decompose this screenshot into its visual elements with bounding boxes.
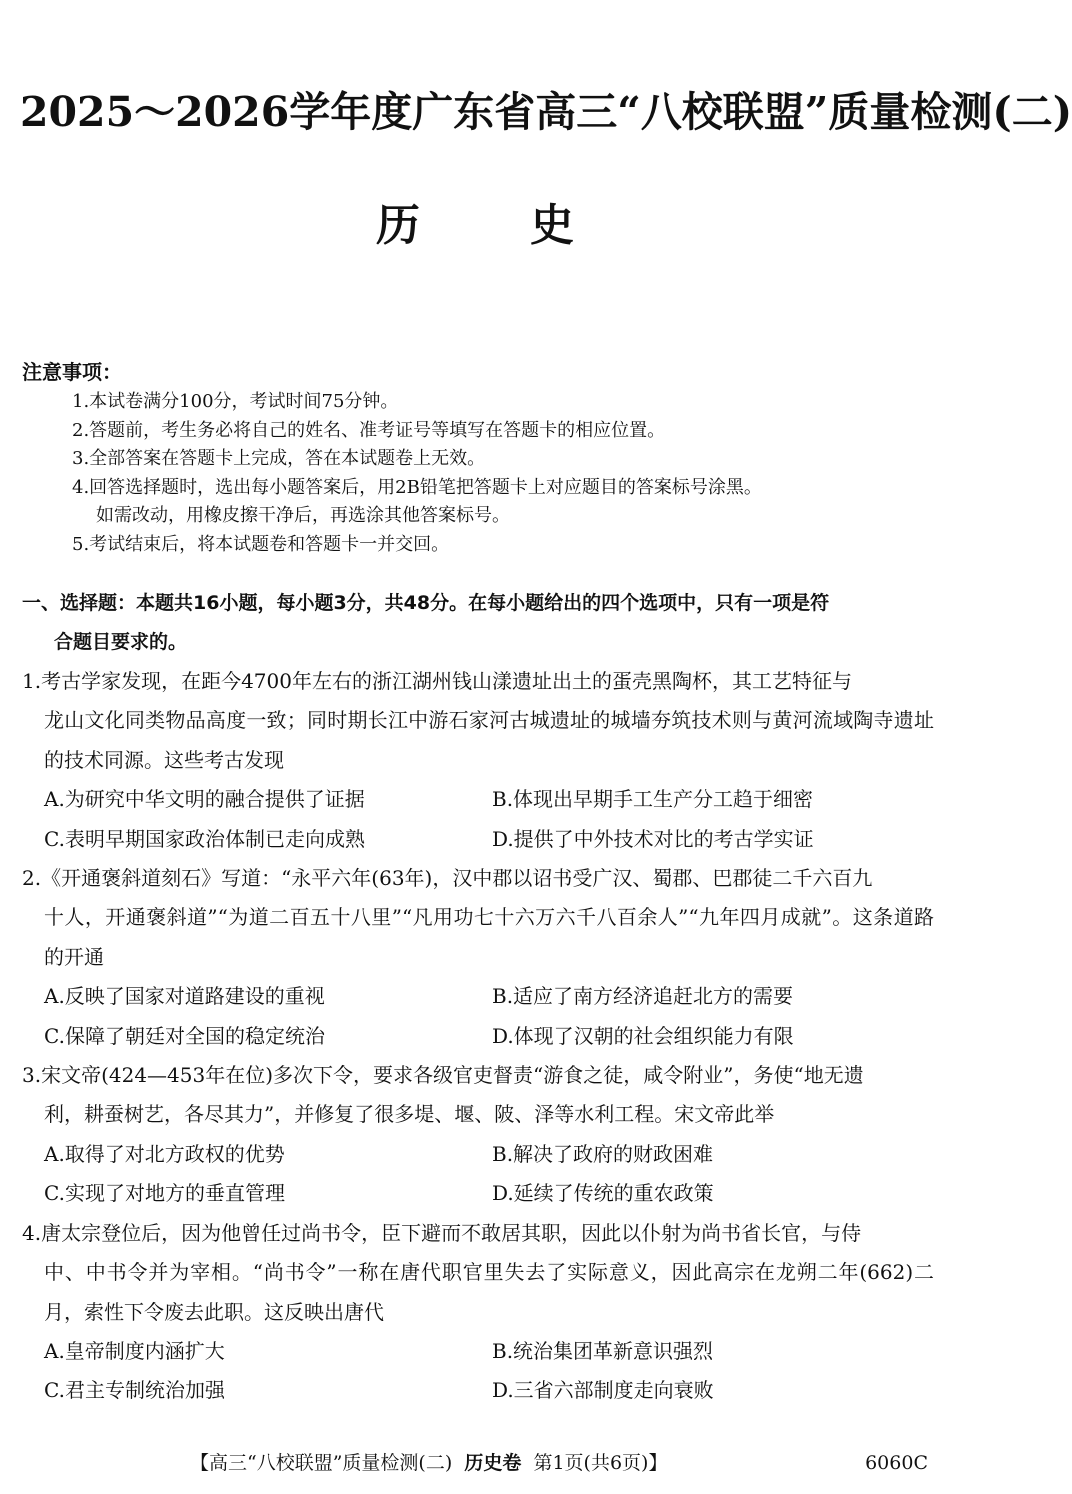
notice-item: 4.回答选择题时，选出每小题答案后，用2B铅笔把答题卡上对应题目的答案标号涂黑。 [72, 476, 762, 498]
question-stem-rest: 十人，开通褒斜道”“为道二百五十八里”“凡用功七十六万六千八百余人”“九年四月成就”。这条道路的开通 [44, 905, 934, 969]
footer-code: 6060C [865, 1452, 928, 1474]
option-grid [22, 1332, 934, 1411]
question-4 [22, 1214, 934, 1411]
page-footer [0, 1446, 950, 1480]
option-d: D.延续了传统的重农政策 [492, 1181, 714, 1206]
question-stem [22, 1214, 934, 1332]
option-b: B.统治集团革新意识强烈 [492, 1338, 714, 1363]
option-grid [22, 1135, 934, 1214]
question-stem-line: 4.唐太宗登位后，因为他曾任过尚书令，臣下避而不敢居其职，因此以仆射为尚书省长官，与侍 [22, 1220, 862, 1245]
question-stem [22, 662, 934, 780]
section-heading [22, 584, 934, 662]
notice-item: 3.全部答案在答题卡上完成，答在本试题卷上无效。 [72, 448, 486, 469]
notice-item: 1.本试卷满分100分，考试时间75分钟。 [72, 391, 399, 412]
footer-info [190, 1446, 667, 1480]
option-b: B.解决了政府的财政困难 [492, 1141, 714, 1166]
exam-title: 2025～2026学年度广东省高三“八校联盟”质量检测(二) [20, 88, 1072, 136]
notice-list [72, 388, 942, 559]
question-2 [22, 859, 934, 1056]
question-stem-line: 1.考古学家发现，在距今4700年左右的浙江湖州钱山漾遗址出土的蛋壳黑陶杯，其工艺特征与 [22, 669, 852, 693]
notice-item-continuation: 如需改动，用橡皮擦干净后，再选涂其他答案标号。 [96, 505, 510, 526]
option-d: D.三省六部制度走向衰败 [492, 1378, 714, 1403]
notice-heading: 注意事项： [22, 360, 122, 384]
option-c: C.保障了朝廷对全国的稳定统治 [44, 1023, 325, 1048]
question-1 [22, 662, 934, 859]
option-grid [22, 977, 934, 1056]
option-d: D.提供了中外技术对比的考古学实证 [492, 826, 814, 851]
question-stem-rest: 中、中书令并为宰相。“尚书令”一称在唐代职官里失去了实际意义，因此高宗在龙朔二年(662)二月，索性下令废去此职。这反映出唐代 [44, 1260, 934, 1324]
question-3 [22, 1056, 934, 1214]
option-b: B.适应了南方经济追赶北方的需要 [492, 984, 794, 1009]
option-a: A.皇帝制度内涵扩大 [44, 1338, 225, 1363]
footer-page-number: 第1页(共6页)】 [533, 1452, 668, 1474]
question-stem-line: 2.《开通褒斜道刻石》写道：“永平六年(63年)，汉中郡以诏书受广汉、蜀郡、巴郡徒二千六百九 [22, 866, 873, 891]
section-heading-line-1: 一、选择题：本题共16小题，每小题3分，共48分。在每小题给出的四个选项中，只有一项是符 [22, 592, 830, 614]
option-b: B.体现出早期手工生产分工趋于细密 [492, 787, 814, 812]
option-c: C.君主专制统治加强 [44, 1378, 225, 1403]
option-a: A.反映了国家对道路建设的重视 [44, 984, 325, 1009]
notice-item: 5.考试结束后，将本试题卷和答题卡一并交回。 [72, 533, 450, 555]
option-d: D.体现了汉朝的社会组织能力有限 [492, 1023, 794, 1048]
section-heading-line-2: 合题目要求的。 [54, 631, 188, 653]
option-c: C.表明早期国家政治体制已走向成熟 [44, 826, 365, 851]
option-c: C.实现了对地方的垂直管理 [44, 1181, 285, 1206]
question-stem [22, 1056, 934, 1135]
option-grid [22, 780, 934, 859]
question-stem-line: 3.宋文帝(424—453年在位)多次下令，要求各级官吏督责“游食之徒，咸令附业”，务使“地无遗 [22, 1063, 864, 1088]
subject-title [0, 196, 950, 256]
option-a: A.为研究中华文明的融合提供了证据 [44, 787, 365, 812]
question-stem-rest: 利，耕蚕树艺，各尽其力”，并修复了很多堤、堰、陂、泽等水利工程。宋文帝此举 [44, 1102, 775, 1127]
notice-item: 2.答题前，考生务必将自己的姓名、准考证号等填写在答题卡的相应位置。 [72, 419, 666, 441]
subject-char-1: 历 [376, 200, 420, 251]
question-stem-rest: 龙山文化同类物品高度一致；同时期长江中游石家河古城遗址的城墙夯筑技术则与黄河流域陶寺遗址的技术同源。这些考古发现 [44, 708, 934, 772]
footer-exam-name: 【高三“八校联盟”质量检测(二) [190, 1452, 453, 1474]
subject-char-2: 史 [530, 200, 574, 251]
footer-subject: 历史卷 [464, 1452, 522, 1474]
question-list [22, 662, 934, 1411]
option-a: A.取得了对北方政权的优势 [44, 1141, 285, 1166]
question-stem [22, 859, 934, 977]
